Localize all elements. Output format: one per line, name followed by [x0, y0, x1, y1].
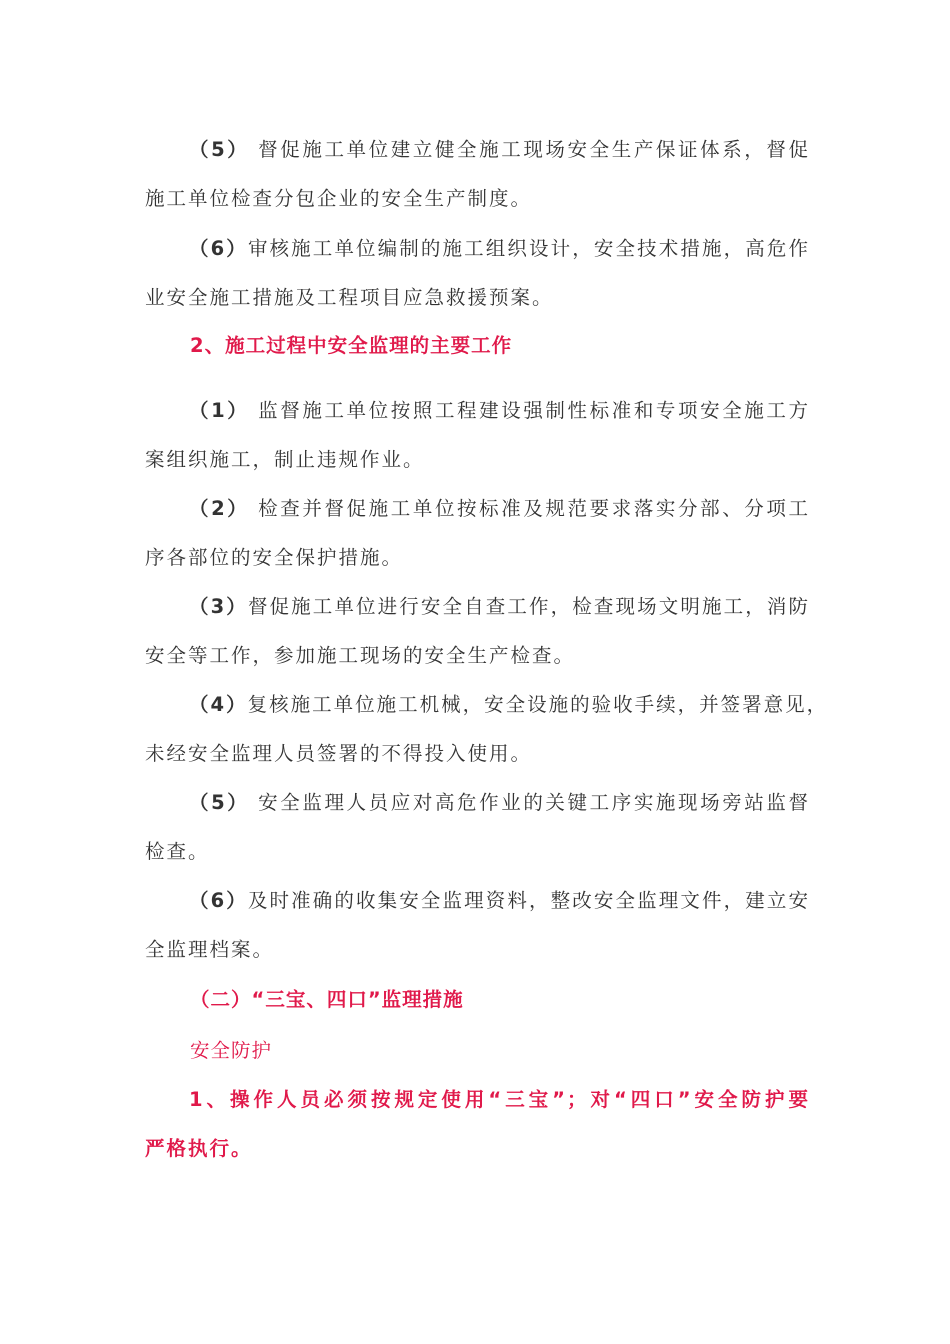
paragraph-item-6-records [145, 876, 810, 974]
paragraph-line-2: 施工单位检查分包企业的安全生产制度。 [145, 187, 533, 210]
item-number: （5） [189, 791, 250, 814]
paragraph-item-5-supervise [145, 125, 810, 223]
paragraph-item-1-monitor [145, 386, 810, 484]
paragraph-line-2: 安全等工作，参加施工现场的安全生产检查。 [145, 644, 576, 667]
paragraph-text: 及时准确的收集安全监理资料，整改安全监理文件，建立安 [247, 889, 810, 912]
paragraph-text: 督促施工单位进行安全自查工作，检查现场文明施工，消防 [247, 595, 810, 618]
paragraph-text: 检查并督促施工单位按标准及规范要求落实分部、分项工 [249, 497, 811, 520]
item-number: （5） [189, 138, 250, 161]
item-number: （2） [189, 497, 250, 520]
paragraph-line-1 [145, 582, 810, 631]
paragraph-line-2: 严格执行。 [145, 1137, 253, 1160]
paragraph-line-1 [145, 125, 810, 174]
paragraph-line-2: 未经安全监理人员签署的不得投入使用。 [145, 742, 533, 765]
paragraph-line-1 [145, 386, 810, 435]
item-number: （6） [189, 889, 248, 912]
paragraph-item-3-self-check [145, 582, 810, 680]
paragraph-item-4-recheck [145, 680, 829, 778]
paragraph-text: 安全监理人员应对高危作业的关键工序实施现场旁站监督 [249, 791, 811, 814]
section-heading-three-treasures: （二）“三宝、四口”监理措施 [190, 988, 464, 1011]
paragraph-text: 审核施工单位编制的施工组织设计，安全技术措施，高危作 [247, 237, 810, 260]
paragraph-line-2: 检查。 [145, 840, 210, 863]
paragraph-line-2: 全监理档案。 [145, 938, 275, 961]
subheading-safety-protection: 安全防护 [190, 1039, 273, 1062]
item-number: （3） [189, 595, 248, 618]
paragraph-line-1 [145, 778, 810, 827]
paragraph-item-2-inspect [145, 484, 810, 582]
paragraph-item-6-review [145, 224, 810, 322]
item-number: （1） [189, 399, 250, 422]
section-heading-construction-supervision: 2、施工过程中安全监理的主要工作 [190, 334, 513, 357]
paragraph-text: 复核施工单位施工机械，安全设施的验收手续，并签署意见， [247, 693, 829, 716]
paragraph-line-1 [145, 484, 810, 533]
paragraph-line-2: 序各部位的安全保护措施。 [145, 546, 404, 569]
paragraph-line-2: 案组织施工，制止违规作业。 [145, 448, 425, 471]
item-number: （6） [189, 237, 248, 260]
paragraph-line-1 [145, 876, 810, 925]
paragraph-item-1-operators [145, 1075, 810, 1173]
paragraph-text: 督促施工单位建立健全施工现场安全生产保证体系，督促 [249, 138, 811, 161]
paragraph-line-1: 1、操作人员必须按规定使用“三宝”；对“四口”安全防护要 [189, 1088, 810, 1111]
paragraph-item-5-on-site [145, 778, 810, 876]
paragraph-line-2: 业安全施工措施及工程项目应急救援预案。 [145, 286, 554, 309]
item-number: （4） [189, 693, 248, 716]
paragraph-line-1 [145, 680, 829, 729]
paragraph-line-1 [145, 224, 810, 273]
paragraph-text: 监督施工单位按照工程建设强制性标准和专项安全施工方 [249, 399, 811, 422]
